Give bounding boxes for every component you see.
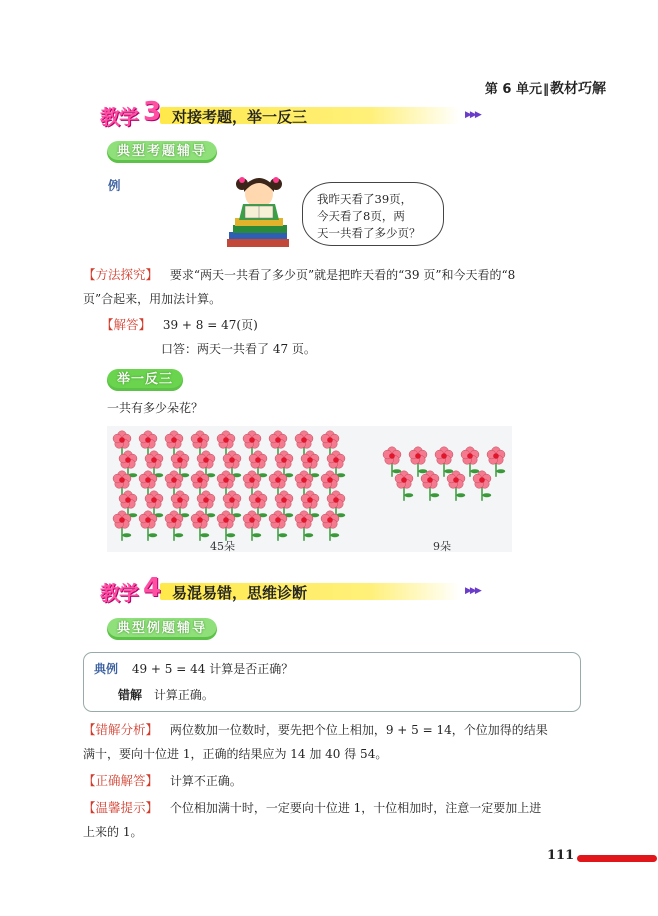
section4-title: 易混易错，思维诊断 xyxy=(172,584,308,602)
analysis-line-2: 满十，要向十位进 1，正确的结果应为 14 加 40 得 54。 xyxy=(83,747,388,761)
page-bar xyxy=(577,855,657,862)
left-flower-37 xyxy=(139,511,157,541)
example2-question-row xyxy=(94,660,293,677)
left-flower-44 xyxy=(321,511,339,541)
bubble-line-1: 我昨天看了39页， xyxy=(317,192,413,206)
answer-block xyxy=(101,313,551,361)
badge-number: 3 xyxy=(143,97,162,127)
triple-arrow-icon: ▶▶▶ xyxy=(465,586,480,596)
analysis-label: 【错解分析】 xyxy=(83,722,159,737)
running-header xyxy=(485,78,606,98)
right-flower-3 xyxy=(461,447,479,477)
bubble-line-2: 今天看了8页，两 xyxy=(317,209,405,223)
triple-arrow-icon: ▶▶▶ xyxy=(465,110,480,120)
flowers-question: 一共有多少朵花？ xyxy=(107,401,204,415)
left-flower-39 xyxy=(191,511,209,541)
right-flower-7 xyxy=(447,471,465,501)
speech-bubble xyxy=(302,182,444,246)
right-flower-5 xyxy=(395,471,413,501)
answer-reply: 口答：两天一共看了 47 页。 xyxy=(161,342,316,356)
tag-typical-2: 典型例题辅导 xyxy=(107,618,217,640)
left-caption: 45朵 xyxy=(210,540,235,553)
method-line-2: 页”合起来，用加法计算。 xyxy=(83,292,222,306)
correct-row xyxy=(83,769,242,793)
correct-text: 计算不正确。 xyxy=(169,774,242,788)
wrong-label: 错解 xyxy=(118,688,143,702)
method-paragraph xyxy=(83,263,583,311)
analysis-paragraph xyxy=(83,718,583,766)
flowers-illustration xyxy=(107,426,512,552)
tag-typical: 典型考题辅导 xyxy=(107,141,217,163)
correct-label: 【正确解答】 xyxy=(83,773,159,788)
example-label: 例 xyxy=(108,178,121,193)
wrong-text: 计算正确。 xyxy=(153,688,214,702)
header-unit: 第 6 单元 xyxy=(484,82,542,97)
right-flower-1 xyxy=(409,447,427,477)
method-line-1: 要求“两天一共看了多少页”就是把昨天看的“39 页”和今天看的“8 xyxy=(169,268,516,282)
badge-number: 4 xyxy=(143,573,162,603)
example2-box xyxy=(83,652,581,712)
header-section: 教材巧解 xyxy=(550,81,606,97)
right-flower-8 xyxy=(473,471,491,501)
answer-equation: 39 + 8 = 47(页) xyxy=(162,318,258,332)
right-flower-0 xyxy=(383,447,401,477)
badge-text: 教学 xyxy=(100,581,138,605)
flowers-svg xyxy=(107,426,512,552)
tip-line-1: 个位相加满十时，一定要向十位进 1，十位相加时，注意一定要加上进 xyxy=(169,801,542,815)
right-flower-6 xyxy=(421,471,439,501)
left-flower-41 xyxy=(243,511,261,541)
left-flower-38 xyxy=(165,511,183,541)
section4-banner xyxy=(100,573,495,605)
left-flower-40 xyxy=(217,511,235,541)
right-caption: 9朵 xyxy=(433,540,451,553)
tip-line-2: 上来的 1。 xyxy=(83,825,143,839)
answer-label: 【解答】 xyxy=(101,317,152,332)
left-flower-43 xyxy=(295,511,313,541)
example2-question: 49 + 5 = 44 计算是否正确？ xyxy=(131,662,294,676)
left-flower-42 xyxy=(269,511,287,541)
analysis-line-1: 两位数加一位数时，要先把个位上相加，9 + 5 = 14，个位加得的结果 xyxy=(169,723,548,737)
example2-wrong-row xyxy=(118,686,214,703)
example2-label: 典例 xyxy=(94,662,119,676)
left-flower-36 xyxy=(113,511,131,541)
right-flower-4 xyxy=(487,447,505,477)
badge-text: 教学 xyxy=(100,105,138,129)
method-label: 【方法探究】 xyxy=(83,267,159,282)
bubble-line-3: 天一共看了多少页？ xyxy=(317,226,421,240)
tip-label: 【温馨提示】 xyxy=(83,800,159,815)
tag-jyfs: 举一反三 xyxy=(107,369,183,391)
header-separator: ‖ xyxy=(543,82,549,96)
page-number: 111 xyxy=(547,848,575,863)
tip-paragraph xyxy=(83,796,583,844)
section3-banner xyxy=(100,97,495,129)
right-flower-2 xyxy=(435,447,453,477)
section3-title: 对接考题，举一反三 xyxy=(172,108,308,126)
girl-reading-illustration xyxy=(225,172,295,250)
